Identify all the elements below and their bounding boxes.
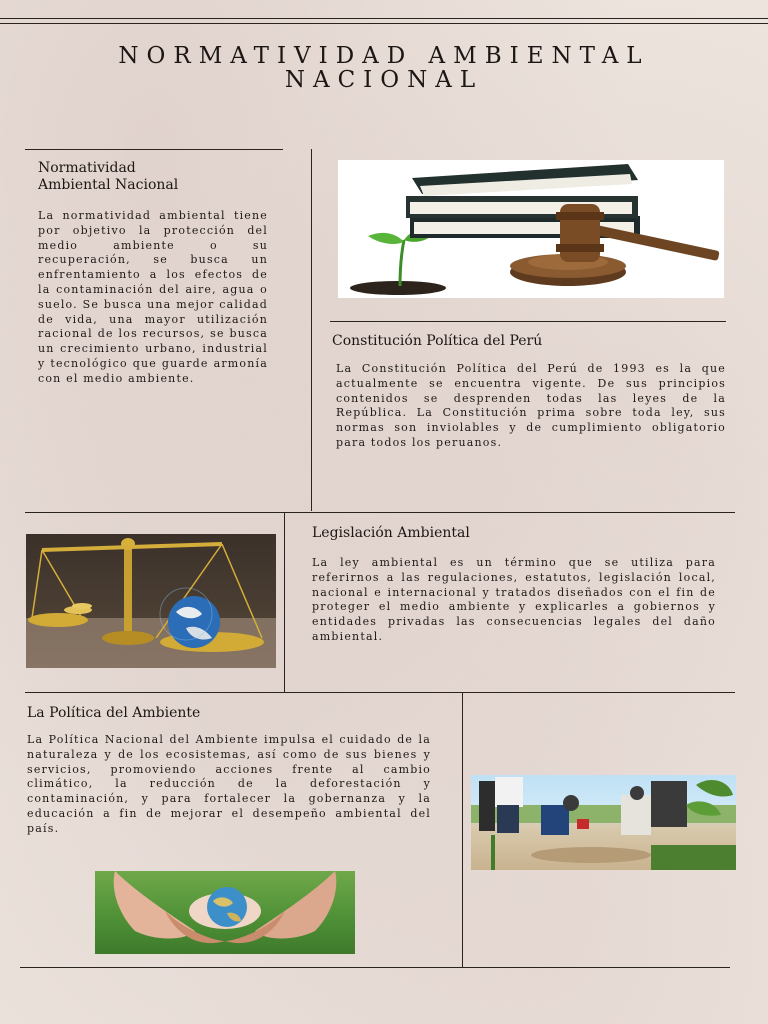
section2-divider xyxy=(284,512,285,692)
top-rule xyxy=(0,18,768,19)
constitucion-body: La Constitución Política del Perú de 1993 es la que actualmente se encuentra vigente. De sus principios contenidos se desprenden todas las leyes de la República. La Constitución prima sobre toda ley, sus normas son inviolables y de cumplimiento obligatorio para todos los peruanos. xyxy=(336,362,726,449)
section2-top-rule xyxy=(25,512,735,513)
constitucion-heading: Constitución Política del Perú xyxy=(332,333,543,349)
section3-top-rule xyxy=(25,692,735,693)
normatividad-heading xyxy=(38,160,178,194)
page-title-line-1: NORMATIVIDAD AMBIENTAL xyxy=(118,43,650,69)
normatividad-heading-line-2: Ambiental Nacional xyxy=(38,177,179,193)
normatividad-heading-line-1: Normatividad xyxy=(38,160,136,176)
section1-top-rule xyxy=(25,149,283,150)
bottom-rule xyxy=(20,967,730,968)
politica-body: La Política Nacional del Ambiente impulsa el cuidado de la naturaleza y de los ecosistemas, así como de sus bienes y servicios, promoviendo acciones frente al cambio climático, la reducción de la deforestación y contaminación, y para fortalecer la gobernanza y la educación a fin de mejorar el desempeño ambiental del país. xyxy=(27,733,431,835)
section3-divider xyxy=(462,692,463,967)
politica-heading: La Política del Ambiente xyxy=(27,705,201,721)
normatividad-body: La normatividad ambiental tiene por objetivo la protección del medio ambiente o su recuperación, se busca un enfrentamiento a los efectos de la contaminación del aire, agua o suelo. Se busca una mejor calidad de vida, una mayor utilización racional de los recursos, se busca un crecimiento urbano, industrial y tecnológico que guarde armonía con el medio ambiente. xyxy=(38,209,268,385)
constitucion-rule xyxy=(330,321,726,322)
tree-planting-image xyxy=(471,775,736,870)
section1-divider xyxy=(311,149,312,511)
books-gavel-image xyxy=(338,160,724,298)
page-title xyxy=(20,44,748,92)
hands-globe-image xyxy=(95,871,355,954)
scale-globe-image xyxy=(26,534,276,668)
top-rule-2 xyxy=(0,23,768,24)
legislacion-heading: Legislación Ambiental xyxy=(312,525,470,541)
legislacion-body: La ley ambiental es un término que se utiliza para referirnos a las regulaciones, estatutos, legislación local, nacional e internacional y tratados diseñados con el fin de proteger el medio ambiente y explicarles a gobiernos y entidades privadas las consecuencias legales del daño ambiental. xyxy=(312,556,716,643)
page-title-line-2: NACIONAL xyxy=(284,67,484,93)
